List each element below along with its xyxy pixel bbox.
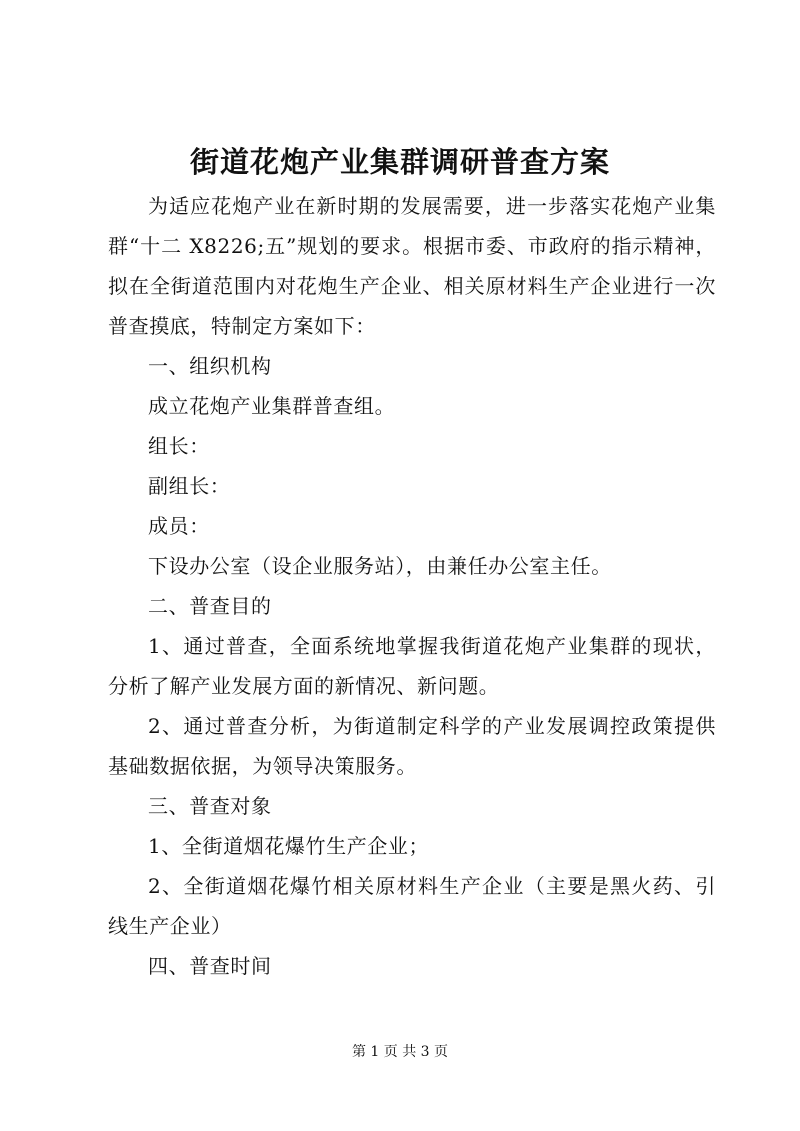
body-paragraph: 2、全街道烟花爆竹相关原材料生产企业（主要是黑火药、引线生产企业）	[108, 874, 716, 938]
section-heading-organization: 一、组织机构	[148, 354, 272, 378]
body-paragraph: 1、全街道烟花爆竹生产企业；	[148, 834, 430, 858]
body-paragraph: 成立花炮产业集群普查组。	[148, 394, 396, 418]
body-paragraph: 副组长：	[148, 474, 231, 498]
section-heading-targets: 三、普查对象	[148, 794, 272, 818]
section-heading-purpose: 二、普查目的	[148, 594, 272, 618]
document-body	[108, 186, 716, 986]
body-paragraph: 成员：	[148, 514, 210, 538]
body-paragraph: 2、通过普查分析，为街道制定科学的产业发展调控政策提供基础数据依据，为领导决策服务。	[108, 714, 716, 778]
intro-paragraph: 为适应花炮产业在新时期的发展需要，进一步落实花炮产业集群“十二 X8226;五”规划的要求。根据市委、市政府的指示精神，拟在全街道范围内对花炮生产企业、相关原材料生产企业进行一次普查摸底，特制定方案如下：	[108, 194, 716, 338]
body-paragraph: 1、通过普查，全面系统地掌握我街道花炮产业集群的现状，分析了解产业发展方面的新情况、新问题。	[108, 634, 716, 698]
page-footer: 第 1 页 共 3 页	[351, 1044, 449, 1060]
document-title: 街道花炮产业集群调研普查方案	[189, 145, 610, 179]
body-paragraph: 下设办公室（设企业服务站），由兼任办公室主任。	[148, 554, 612, 578]
section-heading-time: 四、普查时间	[148, 954, 272, 978]
body-paragraph: 组长：	[148, 434, 210, 458]
